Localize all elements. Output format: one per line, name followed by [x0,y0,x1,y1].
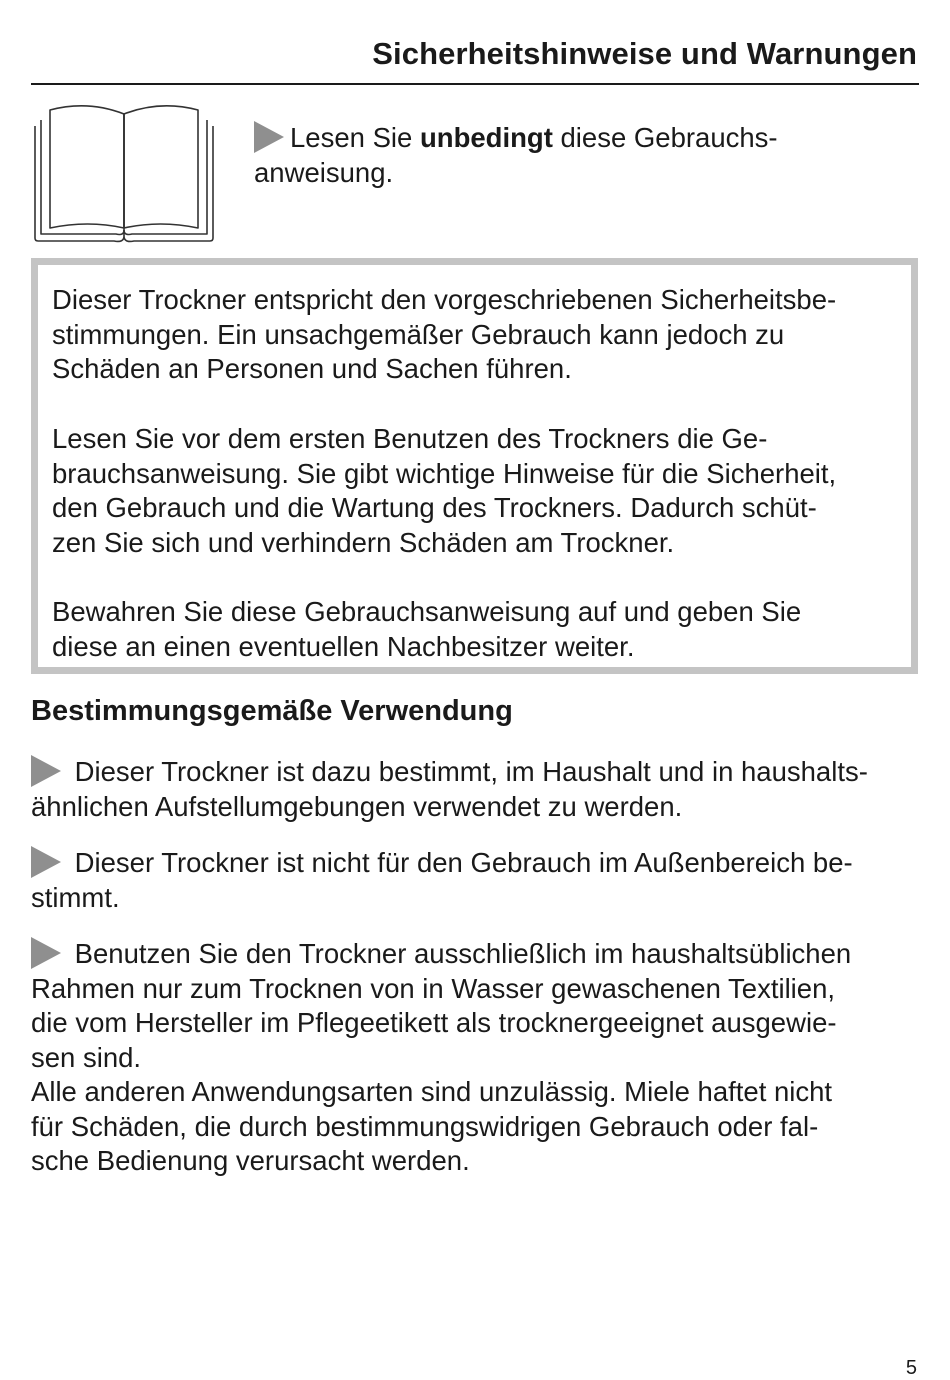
text-line: sen sind. [31,1041,142,1073]
text-line: Lesen Sie vor dem ersten Benutzen des Trockners die Ge- [52,423,768,454]
text-line: stimmungen. Ein unsachgemäßer Gebrauch kann jedoch zu [52,318,785,350]
text-line: Dieser Trockner entspricht den vorgeschriebenen Sicherheitsbe- [52,284,837,315]
intro-notice [254,120,854,190]
text-line: sche Bedienung verursacht werden. [31,1145,470,1176]
usage-item [31,755,911,824]
notice-paragraph [52,595,902,664]
intro-text-line2: anweisung. [254,157,394,188]
usage-item [31,846,911,915]
safety-notice-box [31,258,918,674]
usage-item [31,937,911,1179]
text-line: ähnlichen Aufstellumgebungen verwendet zu werden. [31,790,683,822]
text-line: diese an einen eventuellen Nachbesitzer weiter. [52,630,635,662]
bullet-triangle-icon [31,937,61,969]
notice-paragraph [52,422,902,560]
page-number: 5 [905,1357,917,1379]
text-line: brauchsanweisung. Sie gibt wichtige Hinweise für die Sicherheit, [52,457,837,489]
text-line: stimmt. [31,881,120,913]
text-line: Benutzen Sie den Trockner ausschließlich im haushaltsüblichen [67,938,852,969]
header-divider [31,83,919,85]
text-line: Alle anderen Anwendungsarten sind unzulässig. Miele haftet nicht [31,1076,833,1107]
bullet-triangle-icon [31,846,61,878]
text-line: Rahmen nur zum Trocknen von in Wasser gewaschenen Textilien, [31,972,836,1004]
notice-paragraph [52,283,902,387]
text-line: Dieser Trockner ist nicht für den Gebrauch im Außenbereich be- [67,847,853,878]
bullet-triangle-icon [31,755,61,787]
open-book-icon [32,104,216,244]
bullet-triangle-icon [254,121,284,153]
text-line: für Schäden, die durch bestimmungswidrigen Gebrauch oder fal- [31,1110,819,1142]
intro-text-start: Lesen Sie [290,122,420,153]
page-title: Sicherheitshinweise und Warnungen [372,36,917,71]
section-heading: Bestimmungsgemäße Verwendung [31,695,513,727]
intro-text-end: diese Gebrauchs- [552,122,778,153]
text-line: zen Sie sich und verhindern Schäden am Trockner. [52,526,675,558]
intro-emphasis: unbedingt [419,122,553,153]
text-line: Bewahren Sie diese Gebrauchsanweisung auf und geben Sie [52,596,802,627]
text-line: Schäden an Personen und Sachen führen. [52,353,572,384]
text-line: Dieser Trockner ist dazu bestimmt, im Haushalt und in haushalts- [67,756,868,787]
text-line: die vom Hersteller im Pflegeetikett als trocknergeeignet ausgewie- [31,1007,837,1038]
text-line: den Gebrauch und die Wartung des Trockners. Dadurch schüt- [52,492,817,523]
